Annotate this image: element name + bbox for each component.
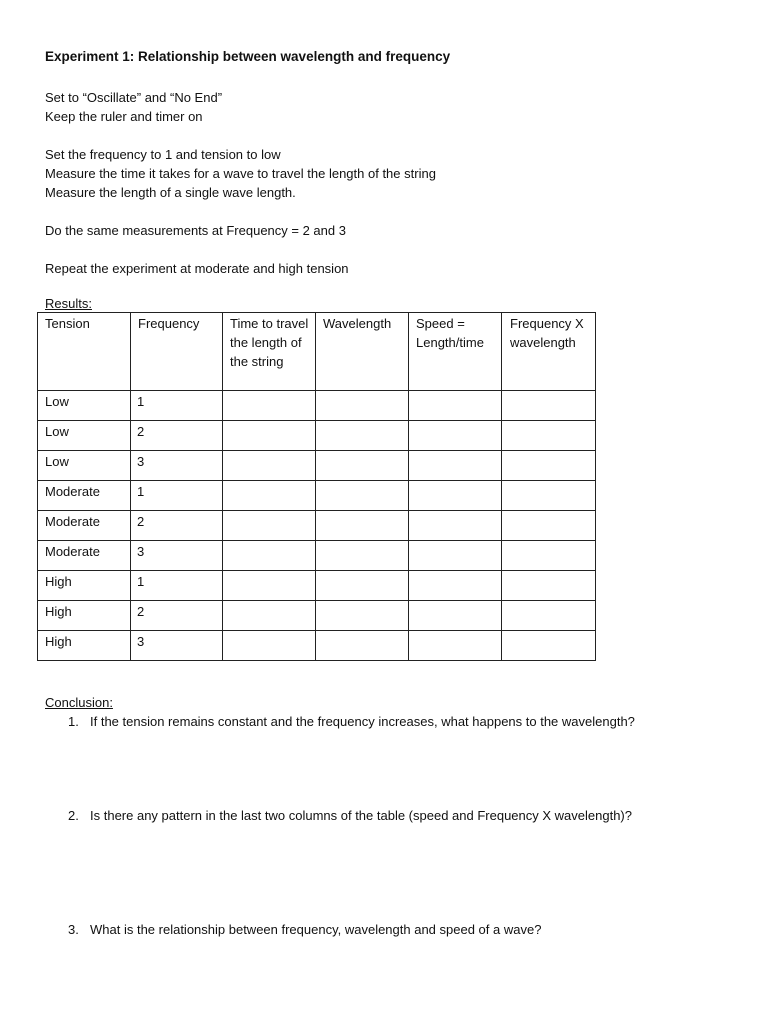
frequency-x-wavelength-cell	[502, 511, 596, 541]
frequency-cell: 3	[131, 541, 223, 571]
time-cell	[223, 631, 316, 661]
speed-cell	[409, 451, 502, 481]
header-frequency-x-wavelength: Frequency X wavelength	[502, 313, 596, 391]
instruction-line: Set the frequency to 1 and tension to low	[45, 147, 281, 162]
tension-cell: Moderate	[38, 481, 131, 511]
instruction-line: Keep the ruler and timer on	[45, 109, 203, 124]
table-row	[38, 541, 596, 571]
tension-cell: Moderate	[38, 511, 131, 541]
tension-cell: High	[38, 601, 131, 631]
table-row	[38, 571, 596, 601]
wavelength-cell	[316, 511, 409, 541]
page-title: Experiment 1: Relationship between wavelength and frequency	[45, 49, 451, 64]
conclusion-question	[68, 712, 635, 731]
time-cell	[223, 481, 316, 511]
setup-instructions	[45, 88, 725, 126]
frequency-x-wavelength-cell	[502, 541, 596, 571]
time-cell	[223, 541, 316, 571]
question-text: What is the relationship between frequency, wavelength and speed of a wave?	[90, 922, 542, 937]
wavelength-cell	[316, 421, 409, 451]
repeat-tension-instruction	[45, 259, 725, 278]
question-number: 1.	[68, 714, 79, 729]
speed-cell	[409, 571, 502, 601]
frequency-cell: 1	[131, 571, 223, 601]
tension-cell: High	[38, 571, 131, 601]
table-row	[38, 451, 596, 481]
time-cell	[223, 511, 316, 541]
question-text: If the tension remains constant and the frequency increases, what happens to the wavelength?	[90, 714, 635, 729]
frequency-cell: 1	[131, 391, 223, 421]
question-text: Is there any pattern in the last two columns of the table (speed and Frequency X wavelength)?	[90, 808, 632, 823]
speed-cell	[409, 421, 502, 451]
frequency-cell: 2	[131, 511, 223, 541]
wavelength-cell	[316, 601, 409, 631]
frequency-cell: 3	[131, 631, 223, 661]
conclusion-label: Conclusion:	[45, 695, 113, 710]
results-table	[37, 312, 596, 661]
frequency-cell: 2	[131, 421, 223, 451]
wavelength-cell	[316, 451, 409, 481]
instruction-line: Measure the time it takes for a wave to travel the length of the string	[45, 166, 436, 181]
table-row	[38, 631, 596, 661]
frequency-cell: 1	[131, 481, 223, 511]
tension-cell: Low	[38, 391, 131, 421]
speed-cell	[409, 511, 502, 541]
conclusion-question	[68, 920, 541, 939]
tension-cell: High	[38, 631, 131, 661]
frequency-x-wavelength-cell	[502, 421, 596, 451]
worksheet	[45, 47, 725, 297]
question-number: 2.	[68, 808, 79, 823]
time-cell	[223, 421, 316, 451]
time-cell	[223, 451, 316, 481]
table-row	[38, 511, 596, 541]
tension-cell: Low	[38, 451, 131, 481]
frequency-x-wavelength-cell	[502, 601, 596, 631]
header-time: Time to travel the length of the string	[223, 313, 316, 391]
table-header-row	[38, 313, 596, 391]
table-row	[38, 421, 596, 451]
speed-cell	[409, 481, 502, 511]
wavelength-cell	[316, 391, 409, 421]
header-frequency: Frequency	[131, 313, 223, 391]
frequency-x-wavelength-cell	[502, 451, 596, 481]
speed-cell	[409, 541, 502, 571]
speed-cell	[409, 631, 502, 661]
frequency-cell: 2	[131, 601, 223, 631]
wavelength-cell	[316, 571, 409, 601]
instruction-line: Set to “Oscillate” and “No End”	[45, 90, 223, 105]
results-table-body	[38, 391, 596, 661]
header-wavelength: Wavelength	[316, 313, 409, 391]
table-row	[38, 391, 596, 421]
tension-cell: Moderate	[38, 541, 131, 571]
speed-cell	[409, 391, 502, 421]
table-row	[38, 481, 596, 511]
repeat-frequency-instruction	[45, 221, 725, 240]
measurement-instructions	[45, 145, 725, 202]
conclusion-question	[68, 806, 632, 825]
speed-cell	[409, 601, 502, 631]
instruction-line: Measure the length of a single wave length.	[45, 185, 296, 200]
frequency-x-wavelength-cell	[502, 571, 596, 601]
frequency-x-wavelength-cell	[502, 631, 596, 661]
header-tension: Tension	[38, 313, 131, 391]
wavelength-cell	[316, 541, 409, 571]
table-row	[38, 601, 596, 631]
wavelength-cell	[316, 481, 409, 511]
frequency-cell: 3	[131, 451, 223, 481]
wavelength-cell	[316, 631, 409, 661]
frequency-x-wavelength-cell	[502, 481, 596, 511]
results-label: Results:	[45, 296, 92, 311]
question-number: 3.	[68, 922, 79, 937]
instruction-line: Do the same measurements at Frequency = 2 and 3	[45, 223, 346, 238]
time-cell	[223, 571, 316, 601]
time-cell	[223, 601, 316, 631]
time-cell	[223, 391, 316, 421]
frequency-x-wavelength-cell	[502, 391, 596, 421]
instruction-line: Repeat the experiment at moderate and high tension	[45, 261, 349, 276]
header-speed: Speed = Length/time	[409, 313, 502, 391]
tension-cell: Low	[38, 421, 131, 451]
